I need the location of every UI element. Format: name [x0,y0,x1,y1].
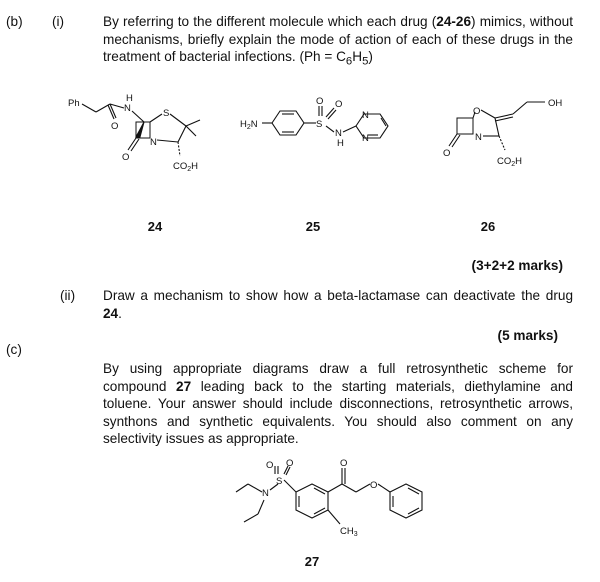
question-b-i [103,13,573,71]
so-o2-label: O [335,99,343,110]
sulfonamide-n-27-label: N [262,488,269,499]
marks-b-ii: (5 marks) [497,328,558,343]
part-b-ii-label: (ii) [60,288,76,303]
q-c-num: 27 [176,378,192,394]
compound-26-label: 26 [480,219,496,234]
q-sub-5: 5 [362,55,369,68]
q-text-h: H [352,49,363,64]
part-b-i-label: (i) [52,14,65,29]
s27-o1-label: O [266,460,274,471]
question-b-ii [103,287,573,322]
s-label: S [163,108,170,119]
ch3-label: $CH_3$ [340,526,358,538]
sulfonamide-n-label: N [335,128,342,139]
co2h-24: $CO_2H$ [173,161,199,173]
q-text-end: ) [368,49,373,64]
q-c-text-2: leading back to the starting materials, diethylamine and toluene. Your answer should include disconnections, retrosynthetic arrows, synthons and synthetic equivalents. You should also comment on any selectivity issues as appropriate. [103,378,573,446]
structure-27 [224,458,454,547]
marks-b-i: (3+2+2 marks) [471,258,563,273]
q-text-1: By referring to the different molecule which each drug ( [103,14,437,29]
ether-o-label: O [370,480,378,491]
structure-26 [437,88,597,178]
q-sub-6: 6 [345,55,353,68]
structure-24 [66,92,226,187]
s-27-label: S [276,476,283,487]
co2h-26: $CO_2H$ [497,156,523,168]
structure-25 [238,92,408,162]
oxazolidine-o-label: O [473,106,481,117]
question-c [103,360,573,448]
compound-25-label: 25 [305,219,321,234]
s-sulfonyl-label: S [316,119,323,130]
amide-n-label: N [124,103,131,114]
ring-n-label: N [150,137,157,148]
compound-24-label: 24 [147,219,163,234]
compound-27-label: 27 [304,554,320,569]
ketone-o-label: O [340,458,348,469]
part-c-label: (c) [6,342,22,357]
q-text-2: ) mimics, without mechanisms, briefly explain the mode of action of each of these drugs in the treatment of bacterial infections. (Ph = C [103,14,573,64]
oh-label: OH [548,98,563,109]
sulfonamide-h-label: H [337,138,344,149]
q-ii-end: . [118,305,122,321]
lactam-o-label: O [122,152,130,163]
amide-o-label: O [111,121,119,132]
q-range: 24-26 [436,14,472,29]
q-ii-num: 24 [103,305,119,321]
q-ii-text: Draw a mechanism to show how a beta-lactamase can deactivate the drug [103,288,573,303]
pyr-n2-label: N [362,133,369,144]
bicyclic-n-label: N [475,132,482,143]
clav-lactam-o-label: O [443,148,451,159]
so-o1-label: O [316,96,324,107]
q-c-text-1: By using appropriate diagrams draw a full retrosynthetic scheme for compound [103,361,573,394]
s27-o2-label: O [286,458,294,469]
pyr-n1-label: N [362,110,369,121]
amide-h-label: H [126,93,133,104]
h2n-label: $H_2N$ [240,119,258,131]
part-b-label: (b) [6,14,23,29]
ph-label: Ph [68,98,80,109]
